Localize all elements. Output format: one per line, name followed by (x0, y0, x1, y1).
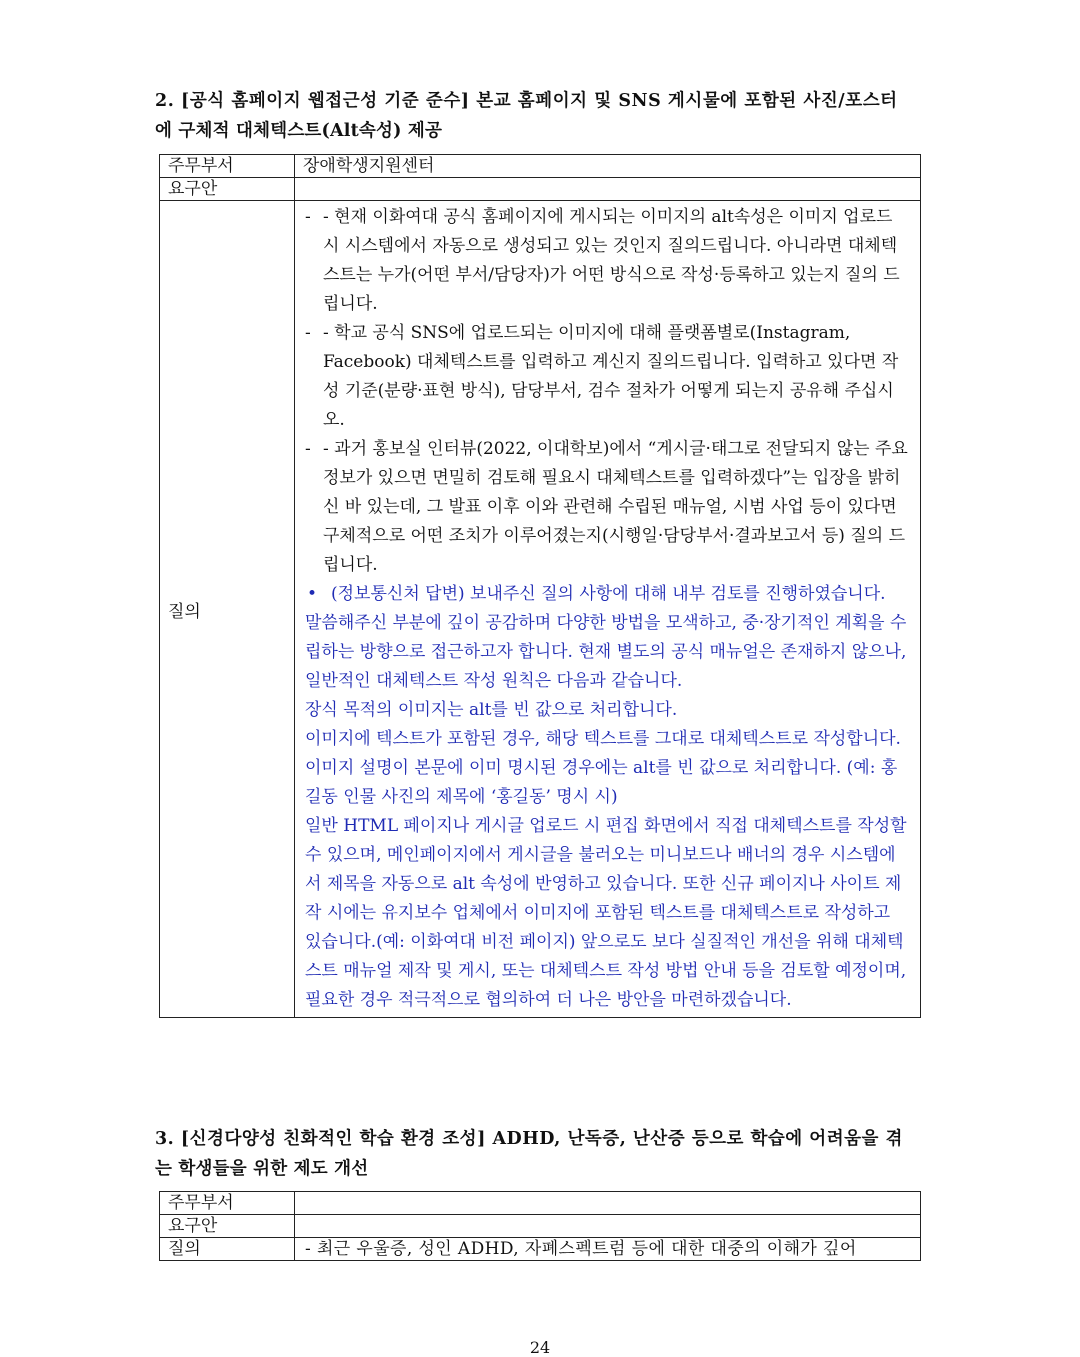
query-row (160, 201, 921, 1018)
dept-row (160, 155, 921, 178)
question-text: - 과거 홍보실 인터뷰(2022, 이대학보)에서 “게시글·태그로 전달되지 않는 주요 정보가 있으면 면밀히 검토해 필요시 대체텍스트를 입력하겠다”는 입장을 밝히신 바 있는데, 그 발표 이후 이와 관련해 수립된 매뉴얼, 시범 사업 등이 있다면 구체적으로 어떤 조치가 이루어졌는지(시행일·담당부서·결과보고서 등) 질의 드립니다. (323, 439, 908, 575)
request-row (160, 178, 921, 201)
section-2-heading-line2: 에 구체적 대체텍스트(Alt속성) 제공 (155, 121, 443, 141)
query-row (160, 1238, 921, 1261)
question-item: - - 과거 홍보실 인터뷰(2022, 이대학보)에서 “게시글·태그로 전달되지 않는 주요 정보가 있으면 면밀히 검토해 필요시 대체텍스트를 입력하겠다”는 입장을 밝히신 바 있는데, 그 발표 이후 이와 관련해 수립된 매뉴얼, 시범 사업 등이 있다면 구체적으로 어떤 조치가 이루어졌는지(시행일·담당부서·결과보고서 등) 질의 드립니다. (305, 439, 908, 575)
dept-label: 주무부서 (160, 1192, 295, 1215)
dept-value: 장애학생지원센터 (295, 155, 921, 178)
answer-intro-text: (정보통신처 답변) 보내주신 질의 사항에 대해 내부 검토를 진행하였습니다. (331, 584, 886, 604)
answer-paragraph: 이미지 설명이 본문에 이미 명시된 경우에는 alt를 빈 값으로 처리합니다. (예: 홍길동 인물 사진의 제목에 ‘홍길동’ 명시 시) (305, 758, 898, 807)
answer-paragraph: 이미지에 텍스트가 포함된 경우, 해당 텍스트를 그대로 대체텍스트로 작성합니다. (305, 729, 901, 749)
request-value (295, 1215, 921, 1238)
page-number: 24 (529, 1338, 551, 1357)
section-2-heading-line1: 2. [공식 홈페이지 웹접근성 기준 준수] 본교 홈페이지 및 SNS 게시물에 포함된 사진/포스터 (155, 91, 898, 111)
query-content: - 최근 우울증, 성인 ADHD, 자폐스펙트럼 등에 대한 대중의 이해가 깊어 (295, 1238, 921, 1261)
section-3-heading (155, 1124, 925, 1184)
query-label: 질의 (160, 201, 295, 1018)
question-text: - 현재 이화여대 공식 홈페이지에 게시되는 이미지의 alt속성은 이미지 업로드 시 시스템에서 자동으로 생성되고 있는 것인지 질의드립니다. 아니라면 대체텍스트는 누가(어떤 부서/담당자)가 어떤 방식으로 작성·등록하고 있는지 질의 드립니다. (323, 207, 900, 314)
answer-intro (305, 580, 910, 609)
question-text: - 학교 공식 SNS에 업로드되는 이미지에 대해 플랫폼별로(Instagram, Facebook) 대체텍스트를 입력하고 계신지 질의드립니다. 입력하고 있다면 작성 기준(분량·표현 방식), 담당부서, 검수 절차가 어떻게 되는지 공유해 주십시오. (323, 323, 899, 430)
section-3-heading-line1: 3. [신경다양성 친화적인 학습 환경 조성] ADHD, 난독증, 난산증 등으로 학습에 어려움을 겪 (155, 1129, 903, 1149)
request-row (160, 1215, 921, 1238)
section-2-heading (155, 86, 925, 146)
request-value (295, 178, 921, 201)
answer-paragraph: 장식 목적의 이미지는 alt를 빈 값으로 처리합니다. (305, 700, 678, 720)
dept-value (295, 1192, 921, 1215)
section-2-table (159, 154, 921, 1018)
bullet-icon: • (307, 584, 318, 604)
request-label: 요구안 (160, 178, 295, 201)
answer-paragraph: 일반 HTML 페이지나 게시글 업로드 시 편집 화면에서 직접 대체텍스트를 작성할 수 있으며, 메인페이지에서 게시글을 불러오는 미니보드나 배너의 경우 시스템에서 제목을 자동으로 alt 속성에 반영하고 있습니다. 또한 신규 페이지나 사이트 제작 시에는 유지보수 업체에서 이미지에 포함된 텍스트를 대체텍스트로 작성하고 있습니다.(예: 이화여대 비전 페이지) 앞으로도 보다 실질적인 개선을 위해 대체텍스트 매뉴얼 제작 및 게시, 또는 대체텍스트 작성 방법 안내 등을 검토할 예정이며, 필요한 경우 적극적으로 협의하여 더 나은 방안을 마련하겠습니다. (305, 816, 907, 1010)
question-item: - - 학교 공식 SNS에 업로드되는 이미지에 대해 플랫폼별로(Instagram, Facebook) 대체텍스트를 입력하고 계신지 질의드립니다. 입력하고 있다면 작성 기준(분량·표현 방식), 담당부서, 검수 절차가 어떻게 되는지 공유해 주십시오. (305, 323, 899, 430)
request-label: 요구안 (160, 1215, 295, 1238)
section-3-table (159, 1191, 921, 1261)
query-content (295, 201, 921, 1018)
answer-paragraph: 말씀해주신 부분에 깊이 공감하며 다양한 방법을 모색하고, 중·장기적인 계획을 수립하는 방향으로 접근하고자 합니다. 현재 별도의 공식 매뉴얼은 존재하지 않으나, 일반적인 대체텍스트 작성 원칙은 다음과 같습니다. (305, 613, 907, 691)
dept-row (160, 1192, 921, 1215)
section-3-heading-line2: 는 학생들을 위한 제도 개선 (155, 1159, 369, 1179)
query-label: 질의 (160, 1238, 295, 1261)
question-item: - - 현재 이화여대 공식 홈페이지에 게시되는 이미지의 alt속성은 이미지 업로드 시 시스템에서 자동으로 생성되고 있는 것인지 질의드립니다. 아니라면 대체텍스트는 누가(어떤 부서/담당자)가 어떤 방식으로 작성·등록하고 있는지 질의 드립니다. (305, 207, 900, 314)
dept-label: 주무부서 (160, 155, 295, 178)
